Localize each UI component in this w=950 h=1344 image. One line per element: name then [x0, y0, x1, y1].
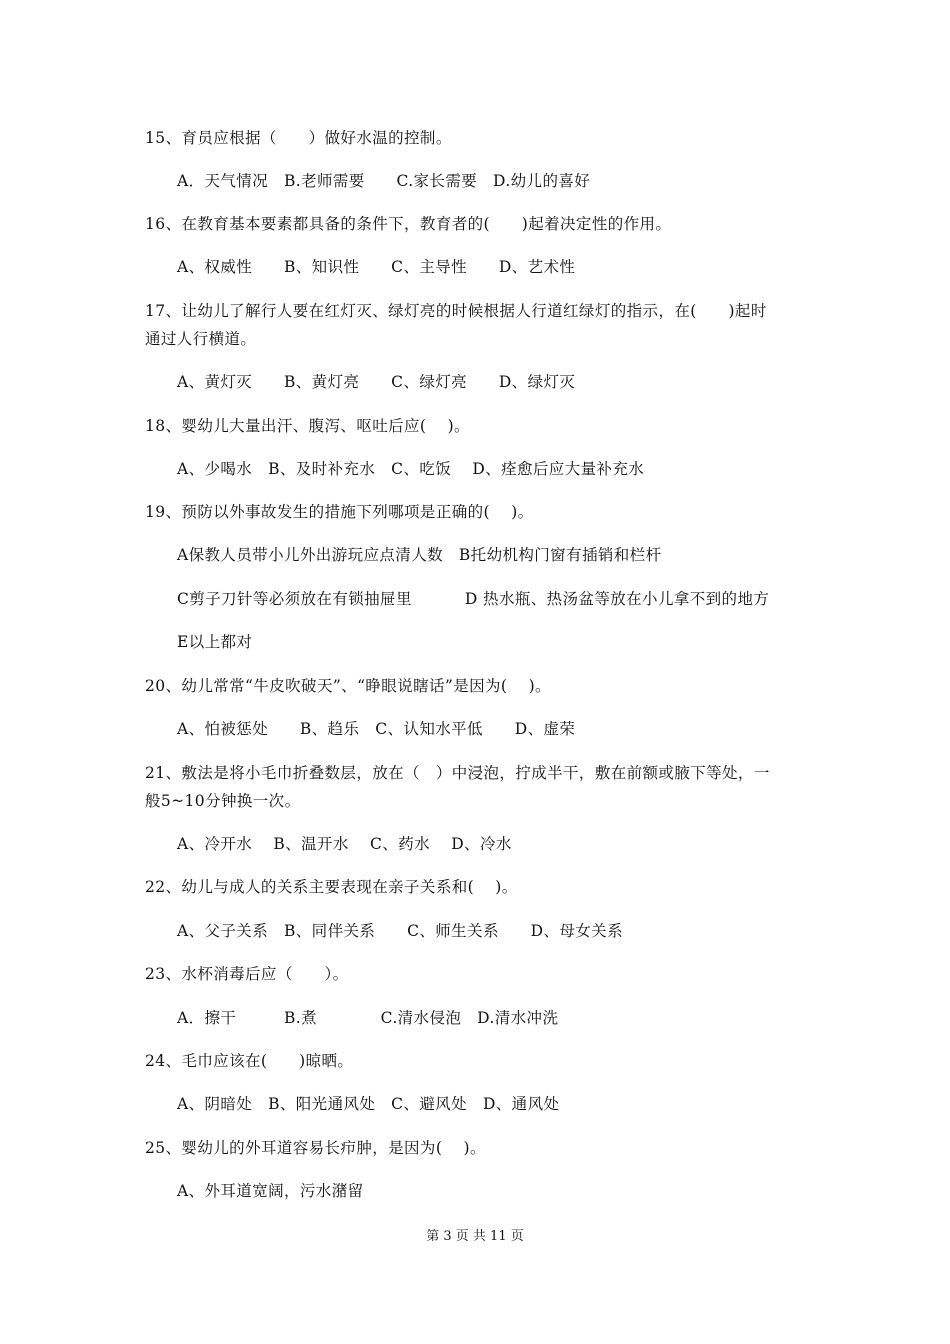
question-text: 25、婴幼儿的外耳道容易长疖肿，是因为( )。	[145, 1139, 486, 1157]
question-options: A、父子关系 B、同伴关系 C、师生关系 D、母女关系	[177, 922, 623, 940]
question-text: 23、水杯消毒后应（ ）。	[145, 965, 349, 983]
question-options: A、少喝水 B、及时补充水 C、吃饭 D、痊愈后应大量补充水	[177, 460, 645, 478]
question-options: A．天气情况 B.老师需要 C.家长需要 D.幼儿的喜好	[177, 172, 591, 190]
page-footer: 第 3 页 共 11 页	[426, 1229, 524, 1244]
question-options: A、怕被惩处 B、趋乐 C、认知水平低 D、虚荣	[177, 720, 576, 738]
question-text: 24、毛巾应该在( )晾晒。	[145, 1052, 354, 1070]
question-options: A、阴暗处 B、阳光通风处 C、避风处 D、通风处	[177, 1095, 560, 1113]
question-text-continued: 般5~10分钟换一次。	[145, 792, 301, 810]
question-text: 19、预防以外事故发生的措施下列哪项是正确的( )。	[145, 503, 534, 521]
question-options: A、外耳道宽阔，污水潴留	[177, 1182, 364, 1200]
question-text: 20、幼儿常常“牛皮吹破天”、“睁眼说瞎话”是因为( )。	[145, 677, 551, 695]
question-text: 17、让幼儿了解行人要在红灯灭、绿灯亮的时候根据人行道红绿灯的指示，在( )起时	[145, 302, 767, 320]
question-option-line: C剪子刀针等必须放在有锁抽屉里 D 热水瓶、热汤盆等放在小儿拿不到的地方	[177, 590, 770, 608]
question-text: 15、育员应根据（ ）做好水温的控制。	[145, 129, 452, 147]
question-options: A、黄灯灭 B、黄灯亮 C、绿灯亮 D、绿灯灭	[177, 373, 576, 391]
question-text: 21、敷法是将小毛巾折叠数层，放在（ ）中浸泡，拧成半干，敷在前额或腋下等处，一	[145, 764, 770, 782]
question-options: A、权威性 B、知识性 C、主导性 D、艺术性	[177, 258, 576, 276]
question-options: A．擦干 B.煮 C.清水侵泡 D.清水冲洗	[177, 1009, 559, 1027]
question-option-line: A保教人员带小儿外出游玩应点清人数 B托幼机构门窗有插销和栏杆	[177, 546, 662, 564]
question-text: 22、幼儿与成人的关系主要表现在亲子关系和( )。	[145, 878, 518, 896]
question-text: 16、在教育基本要素都具备的条件下，教育者的( )起着决定性的作用。	[145, 215, 672, 233]
question-options: A、冷开水 B、温开水 C、药水 D、冷水	[177, 835, 512, 853]
question-text-continued: 通过人行横道。	[145, 330, 257, 348]
question-option-line: E以上都对	[177, 633, 253, 651]
question-text: 18、婴幼儿大量出汗、腹泻、呕吐后应( )。	[145, 417, 470, 435]
